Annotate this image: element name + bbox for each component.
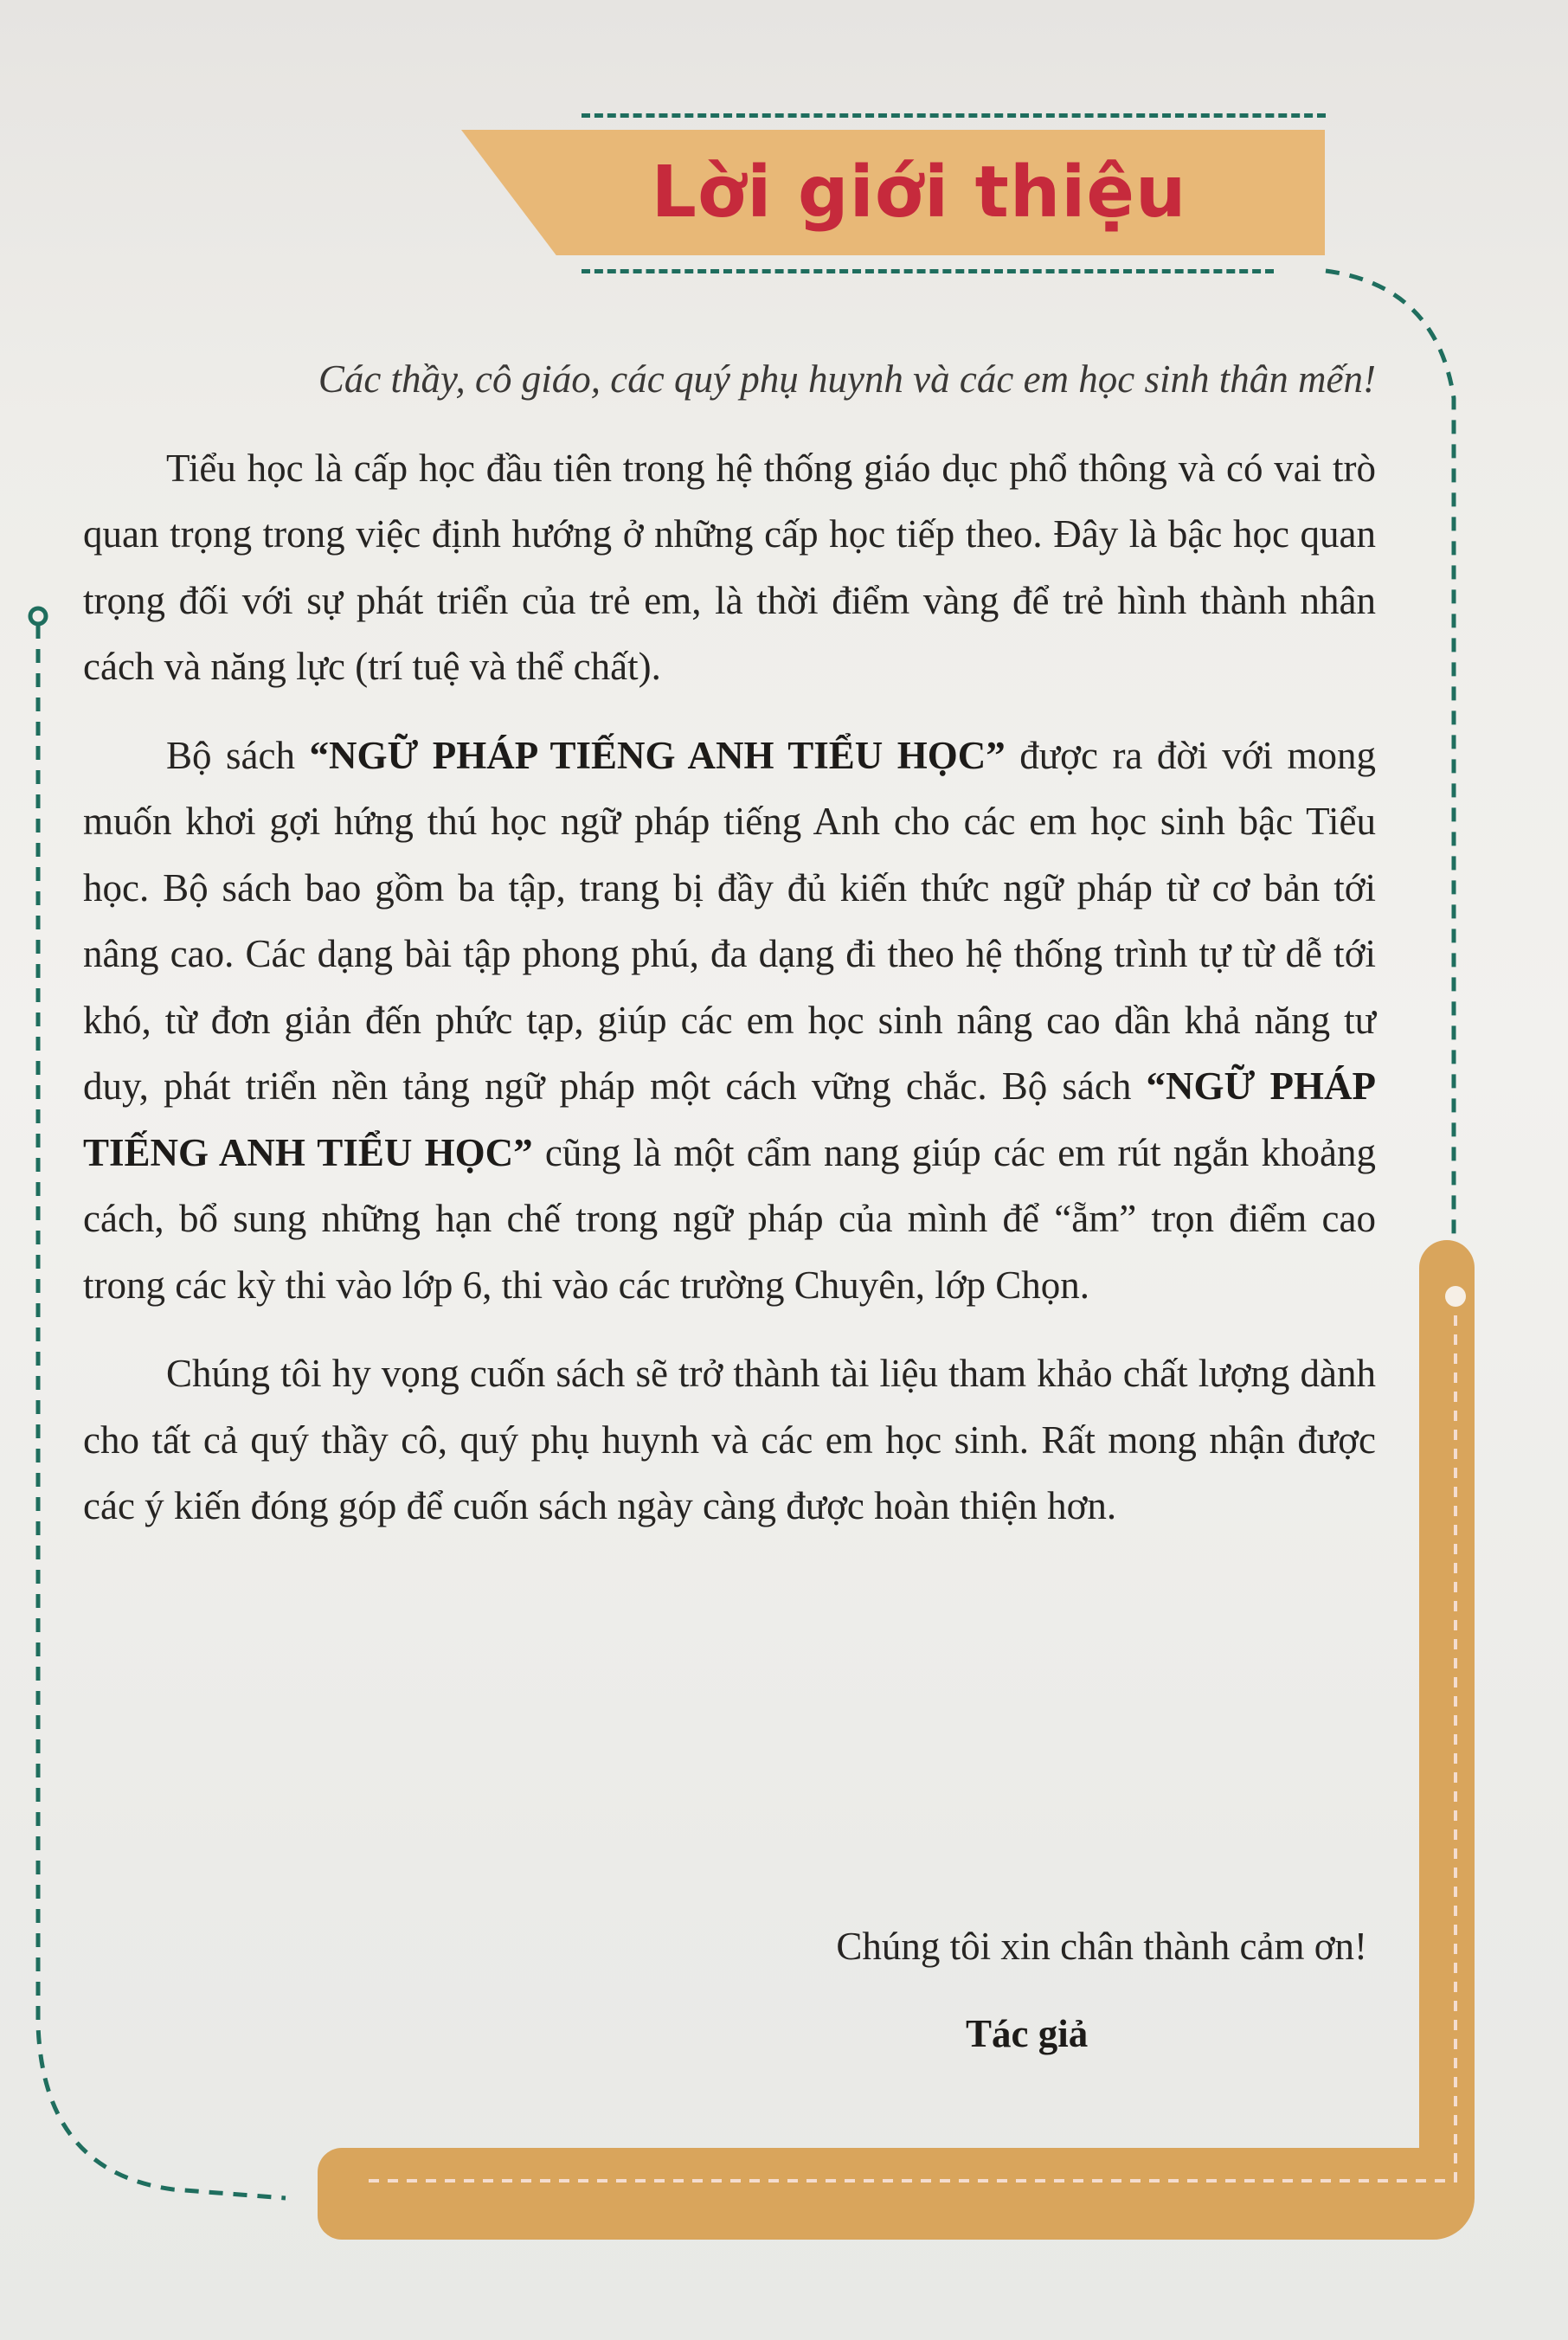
page-title: Lời giới thiệu bbox=[651, 151, 1187, 234]
intro-body bbox=[83, 346, 1376, 1562]
paragraph-2-part3: cũng là một cẩm nang giúp các em rút ngắn khoảng cách, bổ sung những hạn chế trong ngữ pháp của mình để “ẵm” trọn điểm cao trong các kỳ thi vào lớp 6, thi vào các trường Chuyên, lớp Chọn. bbox=[83, 1130, 1376, 1307]
paragraph-2-part2: được ra đời với mong muốn khơi gợi hứng thú học ngữ pháp tiếng Anh cho các em học sinh bậc Tiểu học. Bộ sách bao gồm ba tập, trang bị đầy đủ kiến thức ngữ pháp từ cơ bản tới nâng cao. Các dạng bài tập phong phú, đa dạng đi theo hệ thống trình tự từ dễ tới khó, từ đơn giản đến phức tạp, giúp các em học sinh nâng cao dần khả năng tư duy, phát triển nền tảng ngữ pháp một cách vững chắc. Bộ sách bbox=[83, 733, 1377, 1108]
signature: Tác giả bbox=[966, 2012, 1089, 2055]
paragraph-2-part1: Bộ sách bbox=[166, 733, 310, 777]
paragraph-2 bbox=[83, 723, 1376, 1319]
frame-pin-icon bbox=[30, 608, 46, 624]
title-dash-top bbox=[582, 113, 1326, 118]
book-title-emphasis: “NGỮ PHÁP TIẾNG ANH TIỂU HỌC” bbox=[83, 1064, 1376, 1174]
greeting: Các thầy, cô giáo, các quý phụ huynh và các em học sinh thân mến! bbox=[318, 357, 1376, 401]
closing-line: Chúng tôi xin chân thành cảm ơn! bbox=[836, 1925, 1367, 1968]
corner-bar-hole-icon bbox=[1445, 1286, 1466, 1307]
book-title-emphasis: “NGỮ PHÁP TIẾNG ANH TIỂU HỌC” bbox=[309, 733, 1006, 777]
title-dash-bottom bbox=[582, 269, 1274, 273]
paragraph-3: Chúng tôi hy vọng cuốn sách sẽ trở thành tài liệu tham khảo chất lượng dành cho tất cả quý thầy cô, quý phụ huynh và các em học sinh. Rất mong nhận được các ý kiến đóng góp để cuốn sách ngày càng được hoàn thiện hơn. bbox=[83, 1352, 1376, 1527]
paragraph-1: Tiểu học là cấp học đầu tiên trong hệ thống giáo dục phổ thông và có vai trò quan trọng trong việc định hướng ở những cấp học tiếp theo. Đây là bậc học quan trọng đối với sự phát triển của trẻ em, là thời điểm vàng để trẻ hình thành nhân cách và năng lực (trí tuệ và thể chất). bbox=[83, 446, 1376, 688]
